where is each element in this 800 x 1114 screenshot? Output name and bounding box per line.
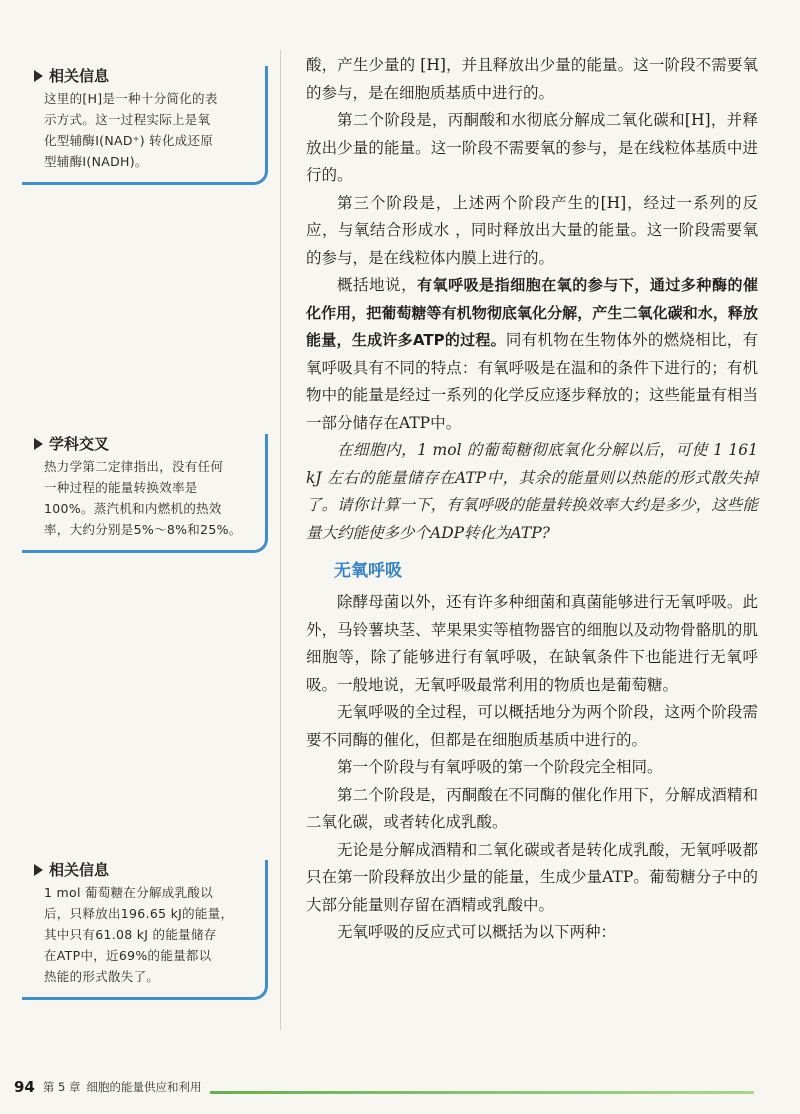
paragraph: 无论是分解成酒精和二氧化碳或者是转化成乳酸，无氧呼吸都只在第一阶段释放出少量的能量，生成少量ATP。葡萄糖分子中的大部分能量则存留在酒精或乳酸中。 [306,840,758,914]
chapter-label: 第 5 章 [42,1080,81,1094]
paragraph-definition [306,272,758,437]
note-body [34,882,255,987]
page-footer [14,1076,754,1098]
paragraph: 第三个阶段是，上述两个阶段产生的[H]，经过一系列的反应，与氧结合形成水 ，同时释放出大量的能量。这一阶段需要氧的参与，是在线粒体内膜上进行的。 [306,193,758,267]
note-line: 化型辅酶Ⅰ(NAD⁺) 转化成还原 [44,133,214,148]
note-line: 型辅酶Ⅰ(NADH)。 [44,154,148,169]
definition-bold: 有氧呼吸是指细胞在氧的参与下，通过多种酶的催化作用，把葡萄糖等有机物彻底氧化分解，产生二氧化碳和水，释放能量，生成许多ATP的过程。 [306,276,758,349]
question-text: 在细胞内，1 mol 的葡萄糖彻底氧化分解以后，可使 1 161 kJ 左右的能量储存在ATP中，其余的能量则以热能的形式散失掉了。请你计算一下，有氧呼吸的能量转换效率大约是多少，这些能量大约能使多少个ADP转化为ATP? [306,441,758,542]
note-heading [34,66,255,86]
text-span: 概括地说， [337,276,418,294]
note-heading [34,860,255,880]
note-line: 在ATP中，近69%的能量都以 [44,948,212,963]
question-box [306,437,758,547]
note-line: 率，大约分别是5%～8%和25%。 [44,522,242,537]
note-line: 100%。蒸汽机和内燃机的热效 [44,501,222,516]
main-text-column [306,52,758,947]
paragraph: 第二个阶段是，丙酮酸和水彻底分解成二氧化碳和[H]，并释放出少量的能量。这一阶段不需要氧的参与，是在线粒体基质中进行的。 [306,111,758,184]
page-number: 94 [14,1078,35,1096]
note-line: 后，只释放出196.65 kJ的能量， [44,906,234,921]
note-line: 热能的形式散失了。 [44,969,160,984]
note-line: 1 mol 葡萄糖在分解成乳酸以 [44,885,213,900]
note-title: 学科交叉 [49,435,110,453]
column-divider [280,50,281,1030]
paragraph: 酸，产生少量的 [H]，并且释放出少量的能量。这一阶段不需要氧的参与，是在细胞质基质中进行的。 [306,56,758,102]
note-body [34,456,255,540]
sidebar-note-related-info-1 [22,66,268,185]
chapter-title: 细胞的能量供应和利用 [86,1080,202,1094]
note-body [34,88,255,172]
note-heading [34,434,255,454]
note-line: 热力学第二定律指出，没有任何 [44,459,224,474]
paragraph: 第一个阶段与有氧呼吸的第一个阶段完全相同。 [337,758,663,776]
triangle-bullet-icon [34,438,43,450]
paragraph: 无氧呼吸的全过程，可以概括地分为两个阶段，这两个阶段需要不同酶的催化，但都是在细胞质基质中进行的。 [306,703,758,749]
sidebar-note-related-info-2 [22,860,268,1000]
paragraph: 第二个阶段是，丙酮酸在不同酶的催化作用下，分解成酒精和二氧化碳，或者转化成乳酸。 [306,785,758,831]
note-line: 一种过程的能量转换效率是 [44,480,198,495]
note-title: 相关信息 [49,861,110,879]
paragraph: 除酵母菌以外，还有许多种细菌和真菌能够进行无氧呼吸。此外，马铃薯块茎、苹果果实等植物器官的细胞以及动物骨骼肌的肌细胞等，除了能够进行有氧呼吸，在缺氧条件下也能进行无氧呼吸。一般地说，无氧呼吸最常利用的物质也是葡萄糖。 [306,593,758,694]
note-line: 其中只有61.08 kJ 的能量储存 [44,927,217,942]
paragraph: 无氧呼吸的反应式可以概括为以下两种： [337,923,617,941]
footer-rule [210,1091,754,1094]
note-line: 这里的[H]是一种十分简化的表 [44,91,218,106]
section-title: 无氧呼吸 [334,561,402,581]
triangle-bullet-icon [34,864,43,876]
note-line: 示方式。这一过程实际上是氧 [44,112,211,127]
note-title: 相关信息 [49,67,110,85]
sidebar-note-interdisciplinary [22,434,268,553]
triangle-bullet-icon [34,70,43,82]
text-span: 同有机物在生物体外的燃烧相比，有氧呼吸具有不同的特点：有氧呼吸是在温和的条件下进行的；有机物中的能量是经过一系列的化学反应逐步释放的；这些能量有相当一部分储存在ATP中。 [306,331,758,432]
